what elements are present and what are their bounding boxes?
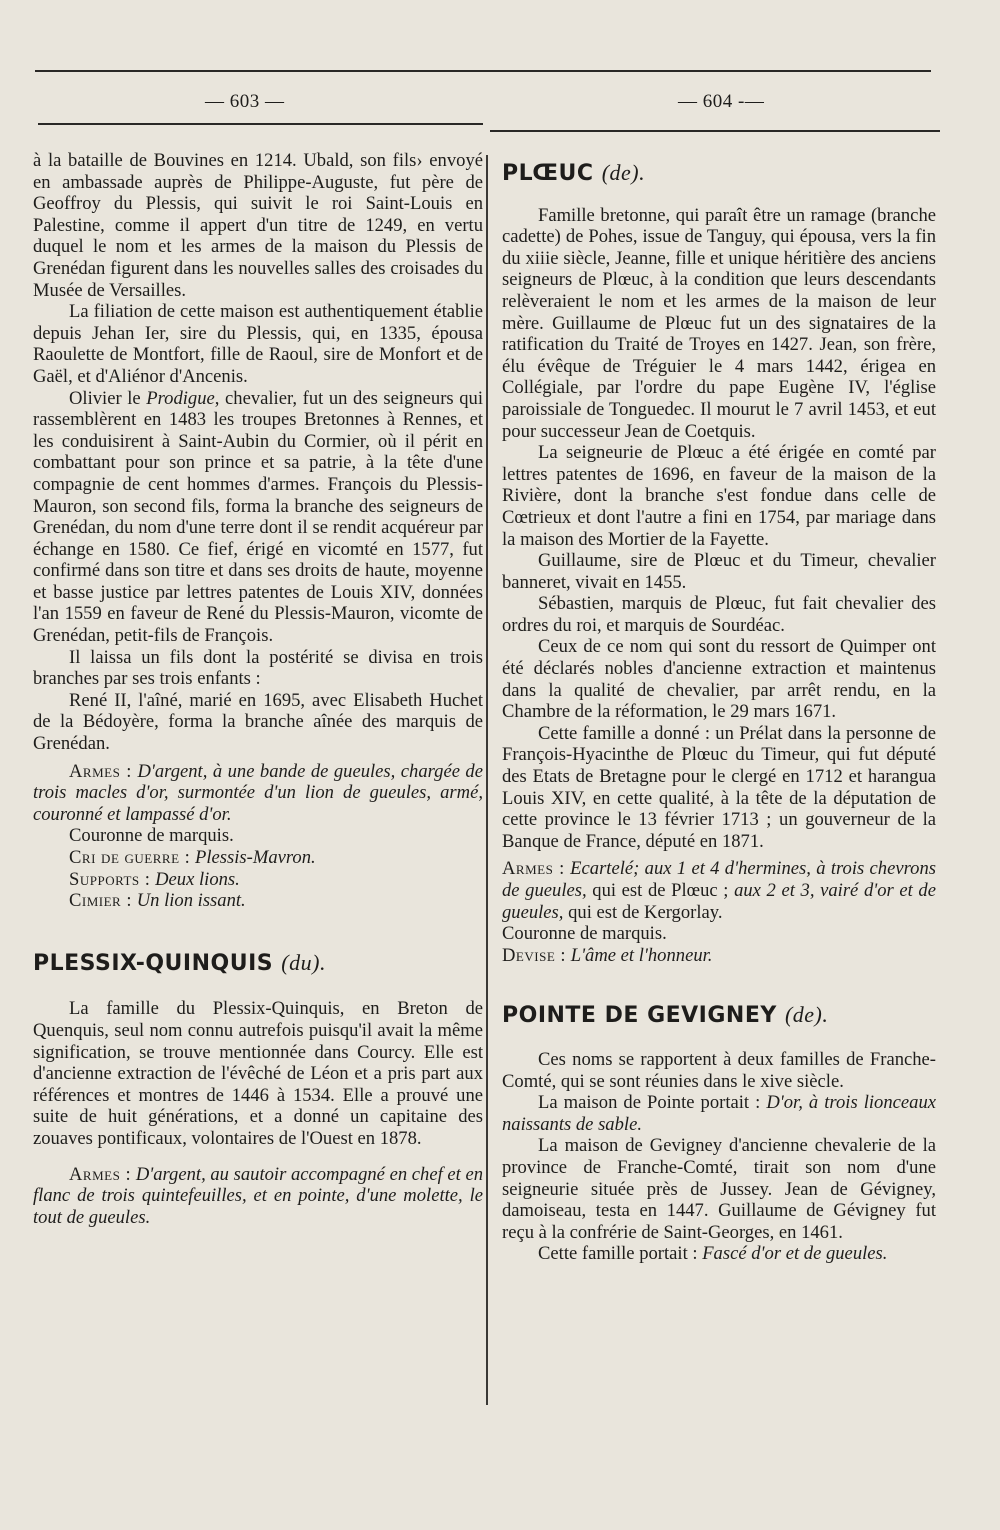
crest-text: Un lion issant.	[136, 890, 246, 912]
top-rule	[35, 70, 931, 72]
arms-label: Armes :	[502, 858, 565, 880]
paragraph: Guillaume, sire de Plœuc et du Timeur, chevalier banneret, vivait en 1455.	[502, 550, 936, 593]
column-separator	[486, 155, 488, 1405]
motto-text: L'âme et l'honneur.	[570, 944, 713, 966]
arms-paragraph	[33, 1164, 483, 1229]
crown-line: Couronne de marquis.	[69, 825, 234, 847]
text-run: qui est de Plœuc ;	[586, 880, 735, 901]
war-cry-label: Cri de guerre :	[69, 847, 191, 868]
paragraph: Il laissa un fils dont la postérité se divisa en trois branches par ses trois enfants :	[33, 646, 483, 690]
paragraph: Sébastien, marquis de Plœuc, fut fait chevalier des ordres du roi, et marquis de Sourdéac.	[502, 593, 936, 636]
header-rule-right	[490, 130, 940, 132]
crest-label: Cimier :	[69, 890, 133, 912]
paragraph	[33, 388, 483, 647]
italic-run: Fascé d'or et de gueules.	[702, 1243, 888, 1265]
arms-blazon: Ecartelé; aux 1 et 4 d'hermines, à trois chevrons de gueules,	[502, 858, 936, 901]
text-run: Olivier le	[69, 387, 147, 409]
header-rule-left	[38, 123, 483, 125]
text-run: La maison de Pointe portait :	[538, 1092, 767, 1114]
heading-title: PLŒUC	[502, 161, 594, 186]
heading-particle: (du).	[281, 949, 326, 975]
motto-line	[502, 945, 936, 967]
paragraph: Cette famille a donné : un Prélat dans la personne de François-Hyacinthe de Plœuc du Timeur, qui fut député des Etats de Bretagne pour le clergé en 1712 et harangua Louis XIV, en cette qualité, à la tête de la députation de cette province le 13 février 1713 ; un gouverneur de la Banque de France, député en 1871.	[502, 722, 936, 852]
paragraph	[502, 1092, 936, 1135]
section-heading	[502, 1004, 936, 1027]
motto-label: Devise :	[502, 944, 567, 966]
paragraph: à la bataille de Bouvines en 1214. Ubald, son fils› envoyé en ambassade auprès de Philippe-Auguste, fut père de Geoffroy du Plessis, qui suivit le roi Saint-Louis en Palestine, comme il appert d'un titre de 1249, en vertu duquel le nom et les armes de la maison du Plessis de Grenédan figurent dans les nouvelles salles des croisades du Musée de Versailles.	[33, 150, 483, 301]
paragraph: René II, l'aîné, marié en 1695, avec Elisabeth Huchet de la Bédoyère, forma la branche aînée des marquis de Grenédan.	[33, 689, 483, 755]
heading-particle: (de).	[601, 160, 646, 185]
right-column	[502, 162, 936, 1265]
left-column	[33, 150, 483, 1228]
supports-line	[33, 869, 483, 891]
text-run: qui est de Kergorlay.	[563, 901, 723, 923]
right-page-number: — 604 -—	[678, 91, 765, 112]
war-cry-text: Plessis-Mavron.	[195, 847, 316, 868]
arms-blazon: D'argent, au sautoir accompagné en chef et en flanc de trois quintefeuilles, et en pointe, d'une molette, le tout de gueules.	[33, 1163, 484, 1228]
crest-line	[33, 890, 483, 912]
heading-title: POINTE DE GEVIGNEY	[502, 1003, 777, 1029]
supports-label: Supports :	[69, 868, 151, 890]
arms-blazon: D'argent, à une bande de gueules, chargée de trois macles d'or, surmontée d'un lion de gueules, armé, couronné et lampassé d'or.	[33, 760, 483, 825]
paragraph: La seigneurie de Plœuc a été érigée en comté par lettres patentes de 1696, en faveur de la maison de la Rivière, dont la branche s'est fondue dans celle de Cœtrieux et dont l'autre a fini en 1754, par mariage dans la maison des Mortier de la Fayette.	[502, 442, 936, 550]
arms-label: Armes :	[69, 760, 132, 782]
italic-run: Prodigue	[146, 387, 215, 409]
italic-run: D'or, à trois lionceaux naissants de sable.	[502, 1092, 936, 1135]
section-heading	[33, 949, 483, 976]
crown-line: Couronne de marquis.	[502, 923, 667, 945]
text-run: Cette famille portait :	[538, 1243, 703, 1265]
paragraph: La famille du Plessix-Quinquis, en Breton de Quenquis, seul nom connu autrefois puisqu'il avait la même signification, se trouve mentionnée dans Courcy. Elle est d'ancienne extraction de l'évêché de Léon et a pris part aux références et montres de 1446 à 1534. Elle a prouvé une suite de huit générations, et a donné un capitaine des zouaves pontificaux, volontaires de l'Ouest en 1878.	[33, 998, 483, 1149]
left-page-number: — 603 —	[205, 91, 285, 112]
section-heading	[502, 162, 936, 185]
war-cry-line	[33, 847, 483, 869]
arms-paragraph	[502, 858, 936, 923]
paragraph: Famille bretonne, qui paraît être un ramage (branche cadette) de Pohes, issue de Tanguy, qui épousa, vers la fin du xiiie siècle, Jeanne, fille et unique héritière des anciens seigneurs de Plœuc, à la condition que leurs descendants relèveraient le nom et les armes de la maison de leur mère. Guillaume de Plœuc fut un des signataires de la ratification du Traité de Troyes en 1427. Jean, son frère, élu évêque de Tréguier le 4 mars 1442, érigea en Collégiale, par l'ordre du pape Eugène IV, l'église paroissiale de Tonguedec. Il mourut le 7 avril 1453, et eut pour successeur Jean de Coetquis.	[502, 204, 936, 442]
supports-text: Deux lions.	[155, 868, 240, 890]
heading-particle: (de).	[784, 1002, 829, 1028]
paragraph: La maison de Gevigney d'ancienne chevalerie de la province de Franche-Comté, tirait son nom d'une seigneurie située près de Jussey. Jean de Gévigney, damoiseau, testa en 1447. Guillaume de Gévigney fut reçu à la confrérie de Saint-Georges, en 1461.	[502, 1135, 936, 1243]
arms-paragraph	[33, 761, 483, 826]
paragraph: Ceux de ce nom qui sont du ressort de Quimper ont été déclarés nobles d'ancienne extraction et maintenus dans la qualité de chevalier, par arrêt rendu, en la Chambre de la réformation, le 29 mars 1671.	[502, 636, 936, 723]
paragraph: Ces noms se rapportent à deux familles de Franche-Comté, qui se sont réunies dans le xive siècle.	[502, 1048, 936, 1092]
text-run: , chevalier, fut un des seigneurs qui rassemblèrent en 1483 les troupes Bretonnes à Rennes, et les conduisirent à Saint-Aubin du Cormier, où il périt en combattant pour son prince et sa patrie, à la tête d'une compagnie de cent hommes d'armes. François du Plessis-Mauron, son second fils, forma la branche des seigneurs de Grenédan, du nom d'une terre dont il se rendit acquéreur par échange en 1580. Ce fief, érigé en vicomté en 1577, fut confirmé dans son titre et dans ses droits de haute, moyenne et basse justice par lettres patentes de Louis XIV, données l'an 1559 en faveur de René du Plessis-Mauron, vicomte de Grenédan, petit-fils de François.	[33, 387, 483, 647]
heading-title: PLESSIX-QUINQUIS	[33, 950, 274, 976]
arms-label: Armes :	[69, 1163, 132, 1185]
paragraph: La filiation de cette maison est authentiquement établie depuis Jehan Ier, sire du Plessis, qui, en 1335, épousa Raoulette de Montfort, fille de Raoul, sire de Monfort et de Gaël, et d'Aliénor d'Ancenis.	[33, 301, 483, 387]
paragraph	[502, 1243, 936, 1265]
arms-blazon: aux 2 et 3, vairé d'or et de gueules,	[502, 880, 936, 923]
